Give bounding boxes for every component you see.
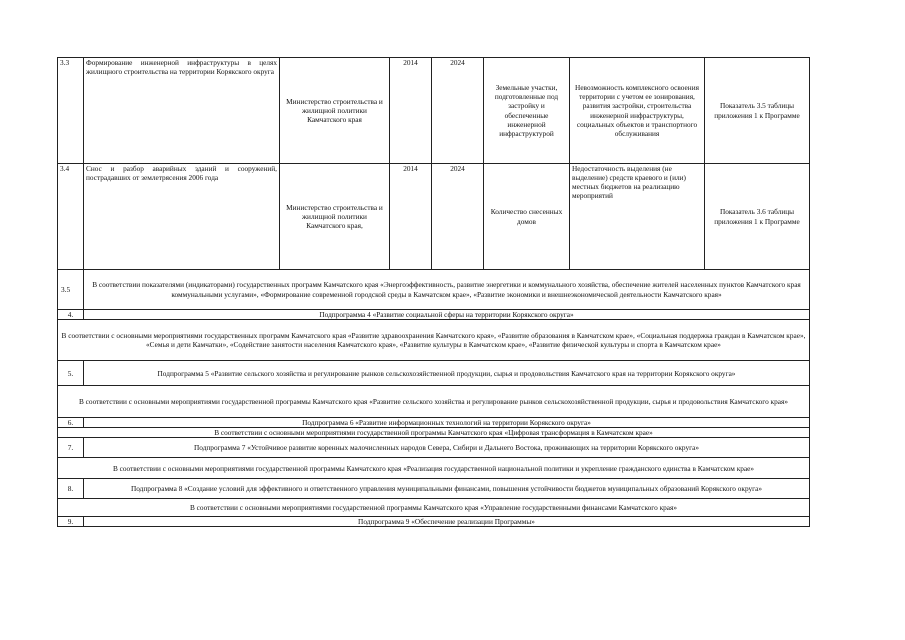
table-row-3-5 — [58, 270, 810, 310]
reference-row-8 — [58, 499, 810, 517]
row-number: 9. — [58, 517, 84, 527]
reference-row-6 — [58, 428, 810, 438]
program-table-page — [57, 57, 809, 527]
row-number: 4. — [58, 310, 84, 320]
merged-text-cell: В соответствии с основными мероприятиями государственной программы Камчатского края «Развитие сельского хозяйства и регулирование рынков сельскохозяйственной продукции, сырья и продовольствия Камчатского края» — [58, 386, 810, 418]
table-row-3-3 — [58, 58, 810, 164]
start-year: 2014 — [390, 164, 432, 270]
expected-result: Земельные участки, подготовленные под застройку и обеспеченные инженерной инфраструктурой — [484, 58, 570, 164]
subprogram-title: Подпрограмма 9 «Обеспечение реализации Программы» — [84, 517, 810, 527]
merged-text-cell: В соответствии показателями (индикаторами) государственных программ Камчатского края «Энергоэффективность, развитие энергетики и коммунального хозяйства, обеспечение жителей населенных пунктов Камчатского края коммунальными услугами», «Формирование современной городской среды в Камчатском крае», «Развитие экономики и внешнеэкономической деятельности Камчатского края» — [84, 270, 810, 310]
reference-row-4 — [58, 320, 810, 361]
row-number: 3.4 — [58, 164, 84, 270]
activity-name: Формирование инженерной инфраструктуры в целях жилищного строительства на территории Корякского округа — [84, 58, 280, 164]
merged-text-cell: В соответствии с основными мероприятиями государственных программ Камчатского края «Развитие здравоохранения Камчатского края», «Развитие образования в Камчатском крае», «Социальная поддержка граждан в Камчатском крае», «Семья и дети Камчатки», «Содействие занятости населения Камчатского края», «Развитие культуры в Камчатском крае», «Развитие физической культуры и спорта в Камчатском крае» — [58, 320, 810, 361]
end-year: 2024 — [432, 164, 484, 270]
subprogram-title: Подпрограмма 7 «Устойчивое развитие коренных малочисленных народов Севера, Сибири и Дальнего Востока, проживающих на территории Корякского округа» — [84, 438, 810, 458]
merged-text-cell: В соответствии с основными мероприятиями государственной программы Камчатского края «Цифровая трансформация в Камчатском крае» — [58, 428, 810, 438]
subprogram-row-8 — [58, 479, 810, 499]
subprogram-row-9 — [58, 517, 810, 527]
row-number: 8. — [58, 479, 84, 499]
subprogram-row-7 — [58, 438, 810, 458]
reference-row-5 — [58, 386, 810, 418]
end-year: 2024 — [432, 58, 484, 164]
executor: Министерство строительства и жилищной политики Камчатского края, — [280, 164, 390, 270]
row-number: 7. — [58, 438, 84, 458]
row-number: 5. — [58, 361, 84, 386]
expected-result: Количество снесенных домов — [484, 164, 570, 270]
non-implementation-consequence: Недостаточность выделения (не выделение) средств краевого и (или) местных бюджетов на реализацию мероприятий — [570, 164, 705, 270]
non-implementation-consequence: Невозможность комплексного освоения территории с учетом ее зонирования, развития застройки, строительства инженерной инфраструктуры, социальных объектов и транспортного обслуживания — [570, 58, 705, 164]
indicator-link: Показатель 3.6 таблицы приложения 1 к Программе — [705, 164, 810, 270]
row-number: 3.5 — [58, 270, 84, 310]
merged-text-cell: В соответствии с основными мероприятиями государственной программы Камчатского края «Реализация государственной национальной политики и укрепление гражданского единства в Камчатском крае» — [58, 458, 810, 479]
executor: Министерство строительства и жилищной политики Камчатского края — [280, 58, 390, 164]
subprogram-row-4 — [58, 310, 810, 320]
subprogram-title: Подпрограмма 6 «Развитие информационных технологий на территории Корякского округа» — [84, 418, 810, 428]
subprogram-row-6 — [58, 418, 810, 428]
row-number: 3.3 — [58, 58, 84, 164]
table-row-3-4 — [58, 164, 810, 270]
indicator-link: Показатель 3.5 таблицы приложения 1 к Программе — [705, 58, 810, 164]
reference-row-7 — [58, 458, 810, 479]
subprogram-row-5 — [58, 361, 810, 386]
subprogram-title: Подпрограмма 8 «Создание условий для эффективного и ответственного управления муниципальными финансами, повышения устойчивости бюджетов муниципальных образований Корякского округа» — [84, 479, 810, 499]
start-year: 2014 — [390, 58, 432, 164]
subprogram-title: Подпрограмма 5 «Развитие сельского хозяйства и регулирование рынков сельскохозяйственной продукции, сырья и продовольствия Камчатского края на территории Корякского округа» — [84, 361, 810, 386]
activity-name: Снос и разбор аварийных зданий и сооружений, пострадавших от землетрясения 2006 года — [84, 164, 280, 270]
activities-table — [57, 57, 810, 527]
subprogram-title: Подпрограмма 4 «Развитие социальной сферы на территории Корякского округа» — [84, 310, 810, 320]
merged-text-cell: В соответствии с основными мероприятиями государственной программы Камчатского края «Управление государственными финансами Камчатского края» — [58, 499, 810, 517]
row-number: 6. — [58, 418, 84, 428]
